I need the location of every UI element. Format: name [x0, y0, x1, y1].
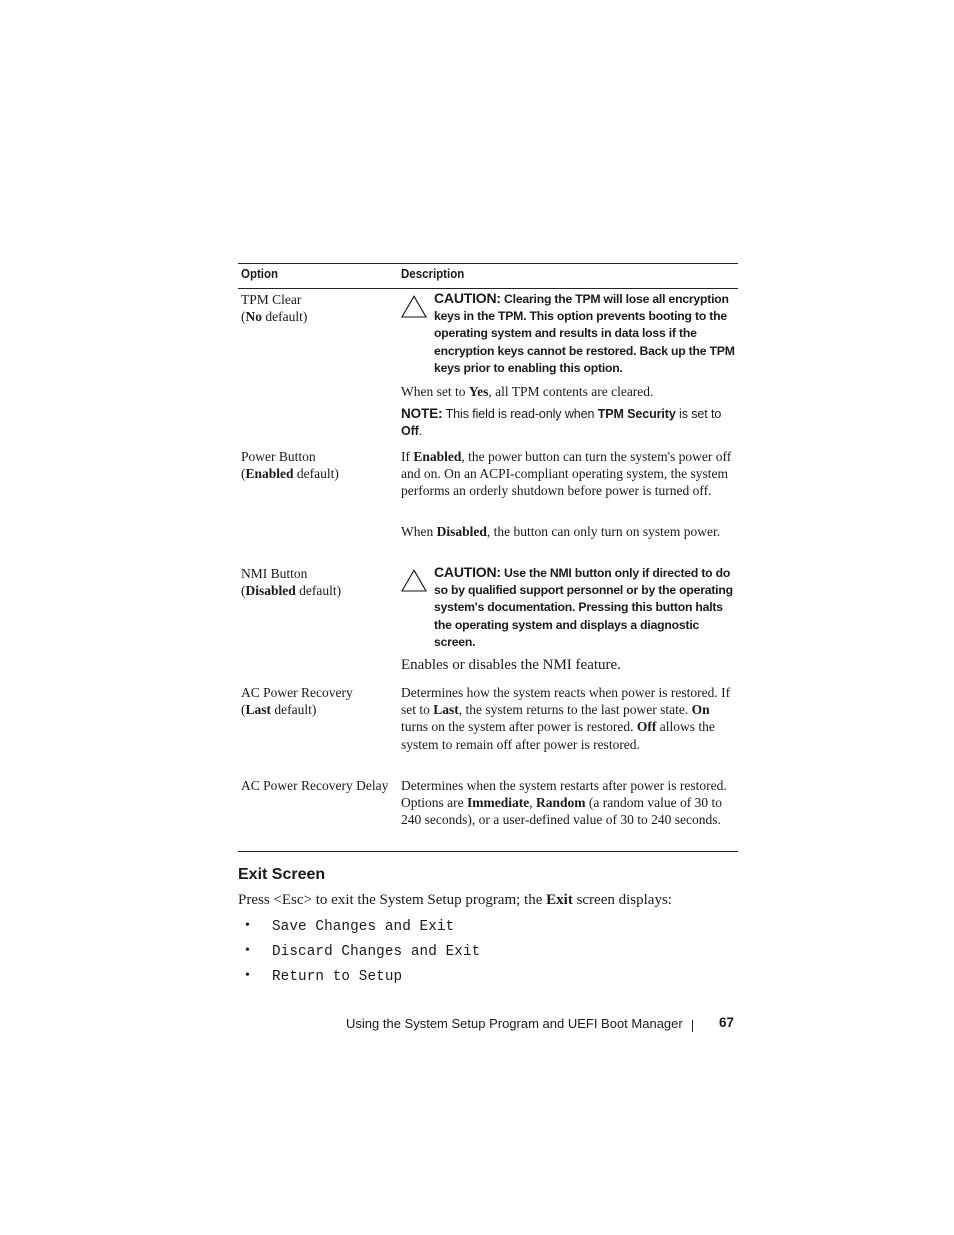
exit-option-item: Save Changes and Exit	[272, 919, 455, 935]
option-default: (No default)	[241, 309, 308, 324]
option-description: When Disabled, the button can only turn on system power.	[401, 524, 721, 539]
caution-block	[401, 290, 737, 378]
footer-title: Using the System Setup Program and UEFI Boot Manager	[346, 1016, 683, 1031]
note-block: NOTE: This field is read-only when TPM Security is set to Off.	[401, 406, 722, 438]
footer-separator	[692, 1020, 693, 1032]
option-description: Enables or disables the NMI feature.	[401, 657, 621, 673]
header-description: Description	[401, 267, 465, 281]
caution-block	[401, 564, 737, 652]
caution-triangle-icon	[401, 295, 427, 318]
section-intro: Press <Esc> to exit the System Setup program; the Exit screen displays:	[238, 892, 672, 908]
option-default: (Last default)	[241, 702, 317, 717]
option-name: NMI Button	[241, 566, 308, 581]
table-row-option	[241, 684, 353, 718]
table-row-option	[241, 291, 307, 325]
section-heading: Exit Screen	[238, 866, 326, 883]
page-number: 67	[719, 1015, 735, 1030]
exit-option-item: Return to Setup	[272, 969, 403, 985]
caution-text: CAUTION: Use the NMI button only if directed to do so by qualified support personnel or by the operating system's documentation. Pressing this button halts the operating system and displays a diagnostic screen.	[434, 564, 733, 649]
option-description: If Enabled, the power button can turn the system's power off and on. On an ACPI-compliant operating system, the system performs an orderly shutdown before power is turned off.	[401, 449, 732, 499]
bullet-icon: •	[245, 943, 250, 958]
option-default: (Enabled default)	[241, 466, 339, 481]
table-row-option	[241, 448, 339, 482]
option-description: Determines when the system restarts after power is restored. Options are Immediate, Random (a random value of 30 to 240 seconds), or a user-defined value of 30 to 240 seconds.	[401, 778, 727, 828]
bullet-icon: •	[245, 968, 250, 983]
caution-text: CAUTION: Clearing the TPM will lose all encryption keys in the TPM. This option prevents booting to the operating system and results in data loss if the encryption keys cannot be restored. Back up the TPM keys prior to enabling this option.	[434, 290, 735, 375]
table-bottom-rule	[238, 851, 738, 852]
option-name: AC Power Recovery Delay	[241, 778, 389, 793]
option-description: When set to Yes, all TPM contents are cleared.	[401, 384, 654, 399]
table-row-option	[241, 777, 388, 794]
table-top-rule	[238, 263, 738, 264]
option-name: AC Power Recovery	[241, 685, 353, 700]
table-header-rule	[238, 288, 738, 289]
table-row-option	[241, 565, 341, 599]
option-description: Determines how the system reacts when power is restored. If set to Last, the system returns to the last power state. On turns on the system after power is restored. Off allows the system to remain off after power is restored.	[401, 685, 731, 752]
bullet-icon: •	[245, 918, 250, 933]
header-option: Option	[241, 267, 279, 281]
option-name: TPM Clear	[241, 292, 302, 307]
caution-triangle-icon	[401, 569, 427, 592]
option-name: Power Button	[241, 449, 316, 464]
option-default: (Disabled default)	[241, 583, 342, 598]
exit-option-item: Discard Changes and Exit	[272, 944, 481, 960]
